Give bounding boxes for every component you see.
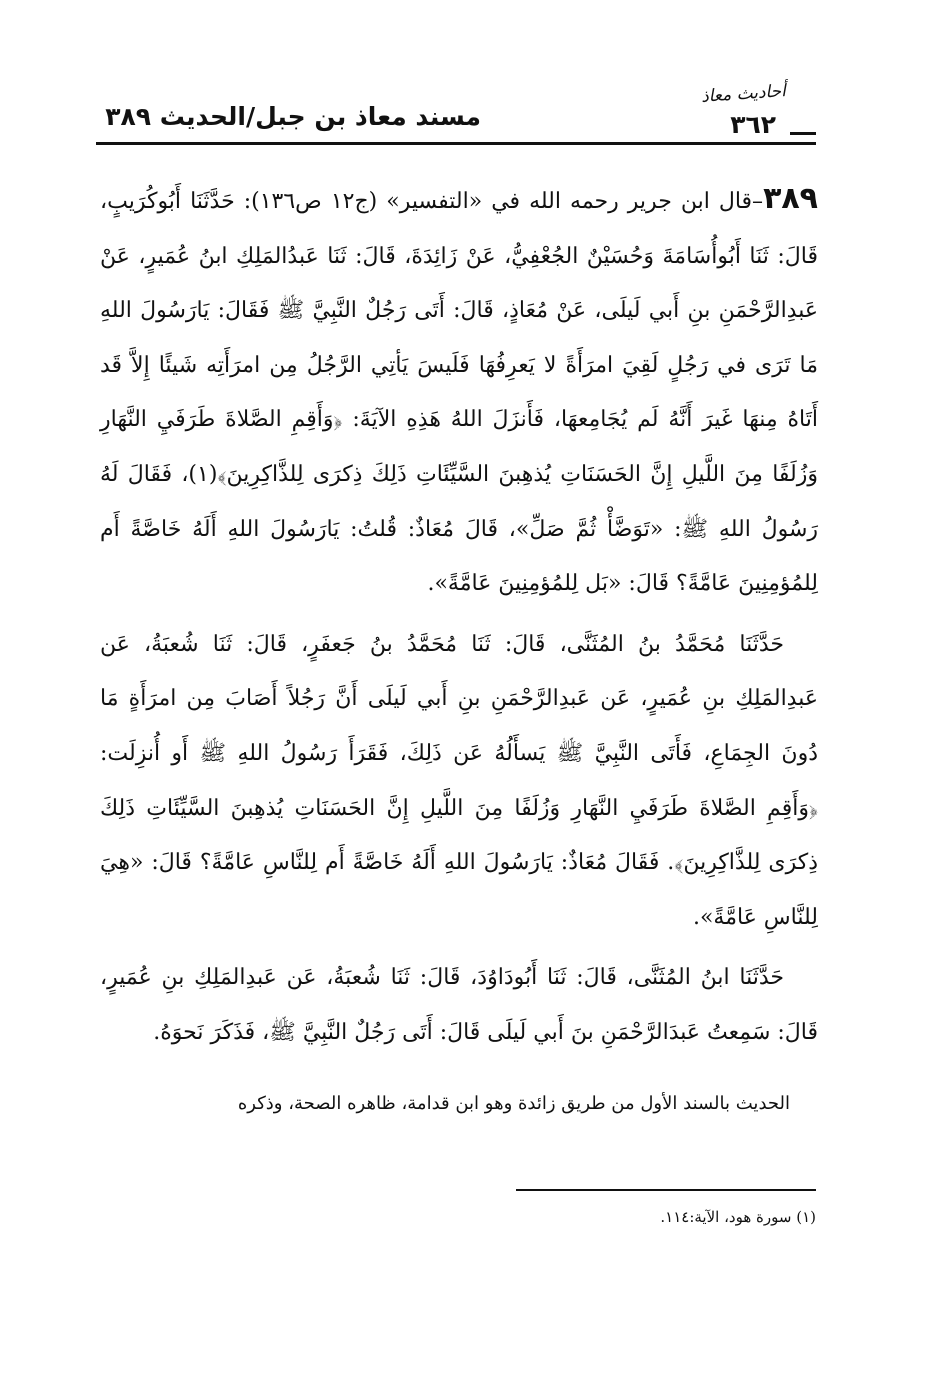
header-tick-rule — [790, 132, 816, 135]
footnote: (١) سورة هود، الآية:١١٤. — [660, 1208, 816, 1226]
paragraph-text-2: حَدَّثَنَا مُحَمَّدُ بنُ المُثَنَّى، قَالَ: ثَنَا مُحَمَّدُ بنُ جَعفَرٍ، قَالَ: ثَنَا شُعبَةُ، عَن عَبدِالمَلِكِ بنِ عُمَيرٍ، عَن عَبدِالرَّحْمَنِ بنِ أَبي لَيلَى أَنَّ رَجُلاً أَصَابَ مِن امرَأَةٍ مَا دُونَ الجِمَاعِ، فَأَتَى النَّبِيَّ ﷺ يَسأَلُهُ عَن ذَلِكَ، فَقَرَأَ رَسُولُ اللهِ ﷺ أَو أُنزِلَت: ﴿وَأَقِمِ الصَّلاةَ طَرَفَيِ النَّهَارِ وَزُلَفًا مِنَ اللَّيلِ إِنَّ الحَسَنَاتِ يُذهِبنَ السَّيِّئَاتِ ذَلِكَ ذِكرَى لِلذَّاكِرِينَ﴾. فَقَالَ مُعَاذٌ: يَارَسُولَ اللهِ أَلَهُ خَاصَّةً أَم لِلنَّاسِ عَامَّةً؟ قَالَ: «هِيَ لِلنَّاسِ عَامَّةً». — [100, 631, 818, 930]
hadith-paragraph-3 — [100, 951, 818, 1060]
hadith-paragraph-2 — [100, 618, 818, 946]
hadith-body — [100, 172, 818, 1061]
hadith-number: ٣٨٩ — [763, 181, 818, 216]
header-title: مسند معاذ بن جبل/الحديث ٣٨٩ — [105, 102, 481, 131]
handwritten-note: أحاديث معاذ — [700, 81, 787, 107]
footnote-rule — [516, 1189, 816, 1191]
paragraph-text-1: –قال ابن جرير رحمه الله في «التفسير» (ج١٢ ص١٣٦): حَدَّثَنَا أَبُوكُرَيبٍ، قَالَ: ثَنَا أَبُوأُسَامَةَ وَحُسَيْنٌ الجُعْفِيُّ، عَنْ زَائِدَةَ، قَالَ: ثَنَا عَبدُالمَلِكِ ابنُ عُمَيرٍ، عَنْ عَبدِالرَّحْمَنِ بنِ أَبي لَيلَى، عَنْ مُعَاذٍ، قَالَ: أَتَى رَجُلٌ النَّبِيَّ ﷺ فَقَالَ: يَارَسُولَ اللهِ مَا تَرَى في رَجُلٍ لَقِيَ امرَأَةً لا يَعرِفُهَا فَلَيسَ يَأتِي الرَّجُلُ مِن امرَأَتِه شَيئًا إِلاَّ قَد أَتَاهُ مِنهَا غَيرَ أَنَّهُ لَم يُجَامِعهَا، فَأَنزَلَ اللهُ هَذِهِ الآيَةَ: ﴿وَأَقِمِ الصَّلاةَ طَرَفَيِ النَّهَارِ وَزُلَفًا مِنَ اللَّيلِ إِنَّ الحَسَنَاتِ يُذهِبنَ السَّيِّئَاتِ ذَلِكَ ذِكرَى لِلذَّاكِرِينَ﴾(١)، فَقَالَ لَهُ رَسُولُ اللهِ ﷺ: «تَوَضَّأْ ثُمَّ صَلِّ»، قَالَ مُعَاذٌ: قُلتُ: يَارَسُولَ اللهِ أَلَهُ خَاصَّةً أَم لِلمُؤمِنِينَ عَامَّةً؟ قَالَ: «بَل لِلمُؤمِنِينَ عَامَّةً». — [100, 189, 818, 597]
paragraph-text-3: حَدَّثَنَا ابنُ المُثَنَّى، قَالَ: ثَنَا أَبُودَاوُدَ، قَالَ: ثَنَا شُعبَةُ، عَن عَبدِالمَلِكِ بنِ عُمَيرٍ، قَالَ: سَمِعتُ عَبدَالرَّحْمَنِ بنَ أَبي لَيلَى قَالَ: أَتَى رَجُلٌ النَّبِيَّ ﷺ، فَذَكَرَ نَحوَهُ. — [100, 965, 818, 1045]
commentary-text: الحديث بالسند الأول من طريق زائدة وهو ابن قدامة، ظاهره الصحة، وذكره — [237, 1093, 790, 1114]
page-number: ٣٦٢ — [730, 110, 776, 139]
header-rule — [96, 142, 816, 145]
hadith-paragraph-1 — [100, 172, 818, 612]
running-header — [96, 81, 816, 146]
